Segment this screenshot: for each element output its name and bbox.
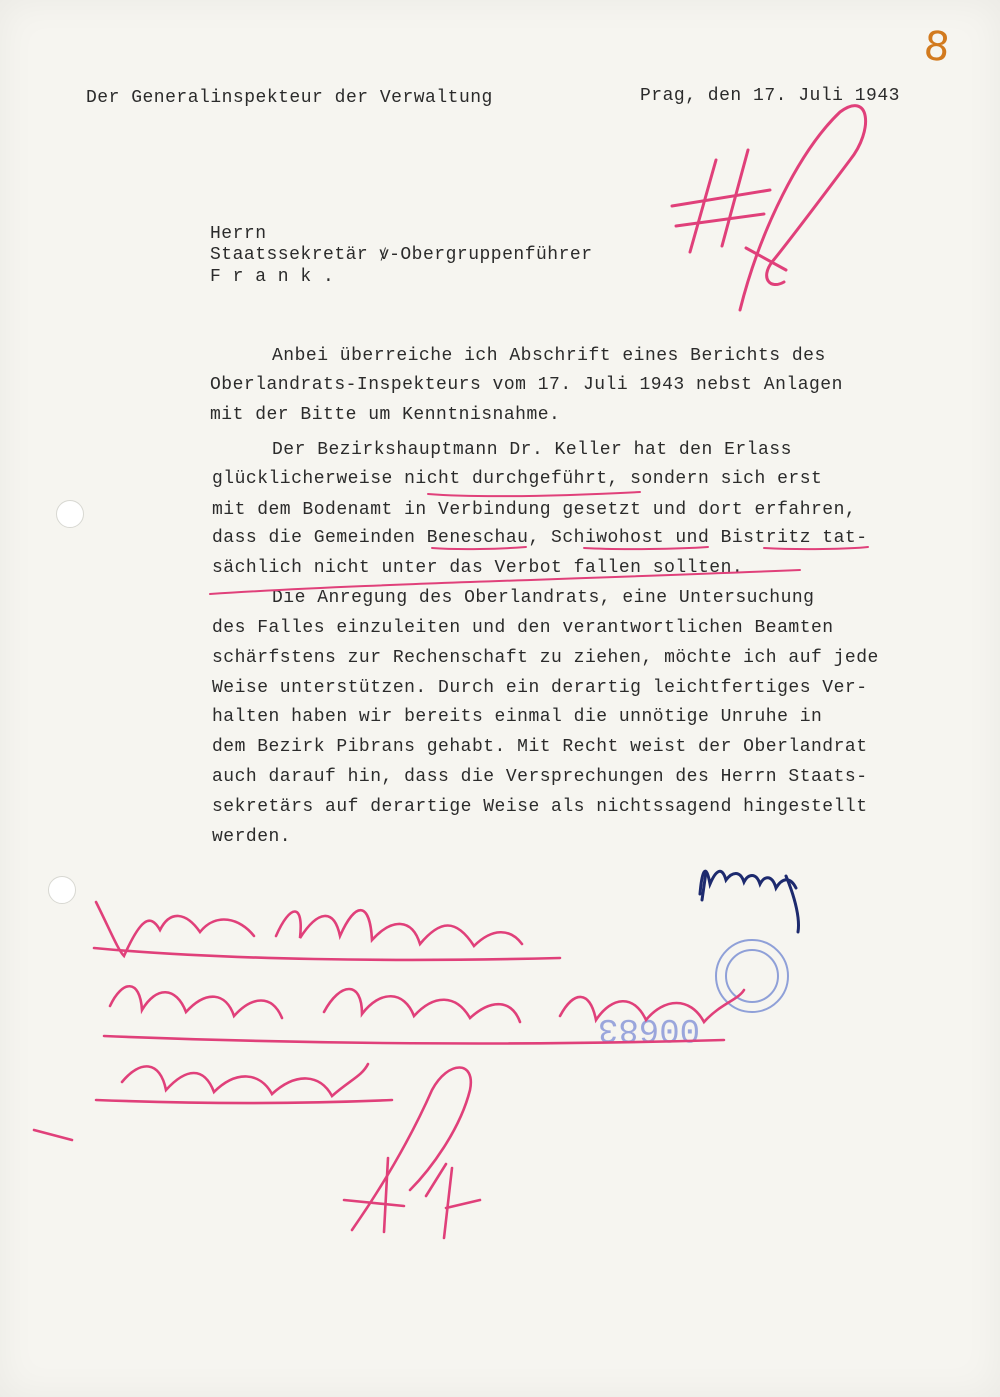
date-line: Prag, den 17. Juli 1943 xyxy=(640,86,900,106)
body-line: dem Bezirk Pibrans gehabt. Mit Recht weist der Oberlandrat xyxy=(212,737,868,757)
body-line: Oberlandrats-Inspekteurs vom 17. Juli 1943 nebst Anlagen xyxy=(210,375,843,395)
body-line: Der Bezirkshauptmann Dr. Keller hat den Erlass xyxy=(272,440,792,460)
sender-line: Der Generalinspekteur der Verwaltung xyxy=(86,88,493,108)
archive-stamp xyxy=(716,940,788,1012)
body-line: des Falles einzuleiten und den verantwortlichen Beamten xyxy=(212,618,834,638)
body-line: halten haben wir bereits einmal die unnötige Unruhe in xyxy=(212,707,823,727)
red-underlines xyxy=(210,492,868,594)
body-line: glücklicherweise nicht durchgeführt, sondern sich erst xyxy=(212,469,823,489)
body-line: Weise unterstützen. Durch ein derartig leichtfertiges Ver- xyxy=(212,678,868,698)
body-line: Die Anregung des Oberlandrats, eine Untersuchung xyxy=(272,588,815,608)
signature xyxy=(700,871,799,932)
body-line: sekretärs auf derartige Weise als nichtssagend hingestellt xyxy=(212,797,868,817)
body-line: auch darauf hin, dass die Versprechungen des Herrn Staats- xyxy=(212,767,868,787)
page-number: 8 xyxy=(921,22,952,72)
body-line: mit der Bitte um Kenntnisnahme. xyxy=(210,405,561,425)
recipient-name: F r a n k . xyxy=(210,267,335,287)
body-line: schärfstens zur Rechenschaft zu ziehen, möchte ich auf jede xyxy=(212,648,879,668)
red-initial-mark xyxy=(672,106,866,310)
recipient-salutation: Herrn xyxy=(210,224,267,244)
body-line: sächlich nicht unter das Verbot fallen sollten. xyxy=(212,558,744,578)
stamp-number: 00683 xyxy=(597,1009,700,1047)
recipient-title: Staatssekretär ꝟ-Obergruppenführer xyxy=(210,245,593,265)
red-handwritten-note xyxy=(34,902,744,1238)
body-line: werden. xyxy=(212,827,292,847)
body-line: mit dem Bodenamt in Verbindung gesetzt und dort erfahren, xyxy=(212,500,857,520)
body-line: dass die Gemeinden Beneschau, Schiwohost und Bistritz tat- xyxy=(212,528,868,548)
body-line: Anbei überreiche ich Abschrift eines Berichts des xyxy=(272,346,826,366)
